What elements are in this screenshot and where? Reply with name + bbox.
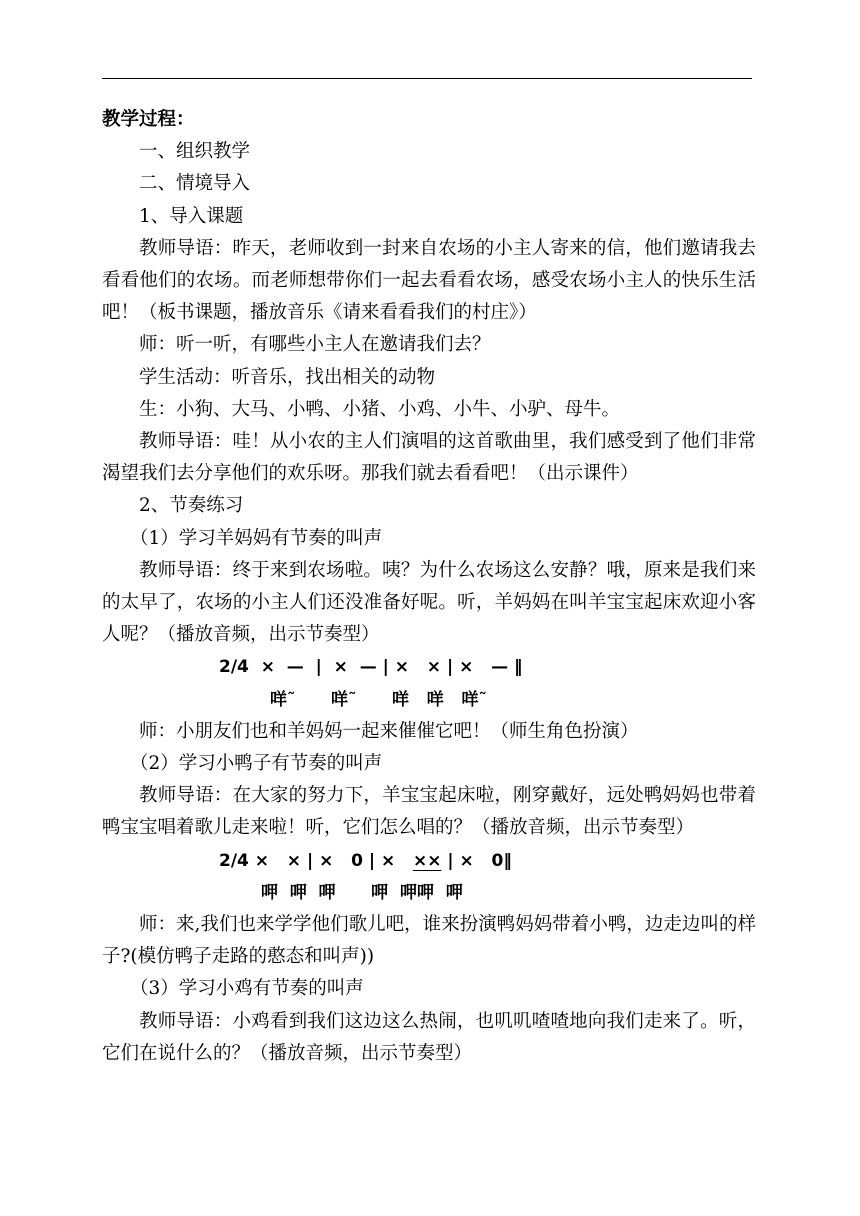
paragraph: 生：小狗、大马、小鸭、小猪、小鸡、小牛、小驴、母牛。 [139,398,621,420]
header-rule [102,78,752,79]
paragraph: 教师导语：昨天，老师收到一封来自农场的小主人寄来的信，他们邀请我去看看他们的农场。而老师想带你们一起去看看农场，感受农场小主人的快乐生活吧！（板书课题，播放音乐《请来看看我们的村庄》） [102,237,756,324]
rhythm-notation: 2/4 × — | × — | × × | × — ‖ [219,657,523,678]
paragraph: 学生活动：听音乐，找出相关的动物 [139,366,436,388]
rhythm-syllables: 呷 呷 呷 呷 呷呷 呷 [261,882,463,903]
outline-item: 一、组织教学 [139,141,251,163]
rhythm-part: 2/4 × × | × 0 | × [219,850,413,871]
subsection-title: （2）学习小鸭子有节奏的叫声 [130,753,383,775]
paragraph: 师：来,我们也来学学他们歌儿吧，谁来扮演鸭妈妈带着小鸭，边走边叫的样子?(模仿鸭子走路的憨态和叫声)) [102,914,756,968]
paragraph: 教师导语：哇！从小农的主人们演唱的这首歌曲里，我们感受到了他们非常渴望我们去分享他们的欢乐呀。那我们就去看看吧！（出示课件） [102,431,756,485]
paragraph: 师：听一听，有哪些小主人在邀请我们去？ [139,334,491,356]
subsection-title: （3）学习小鸡有节奏的叫声 [130,978,364,1000]
rhythm-beamed-notes: ×× [412,850,442,871]
paragraph: 教师导语：小鸡看到我们这边这么热闹，也叽叽喳喳地向我们走来了。听，它们在说什么的？（播放音频，出示节奏型） [102,1010,756,1064]
rhythm-notation [102,845,756,877]
rhythm-syllables: 咩˜ 咩˜ 咩 咩 咩˜ [270,689,488,710]
paragraph: 教师导语：在大家的努力下，羊宝宝起床啦，刚穿戴好，远处鸭妈妈也带着鸭宝宝唱着歌儿走来啦！听，它们怎么唱的？（播放音频，出示节奏型） [102,785,756,839]
section-heading: 教学过程： [102,109,195,130]
outline-item: 2、节奏练习 [139,495,244,517]
paragraph: 教师导语：终于来到农场啦。咦？为什么农场这么安静？哦，原来是我们来的太早了，农场的小主人们还没准备好呢。听，羊妈妈在叫羊宝宝起床欢迎小客人呢？（播放音频，出示节奏型） [102,559,756,646]
paragraph: 师：小朋友们也和羊妈妈一起来催催它吧！（师生角色扮演） [139,720,639,742]
subsection-title: （1）学习羊妈妈有节奏的叫声 [130,527,383,549]
rhythm-part: | × 0‖ [441,850,512,871]
lesson-content [102,104,756,1070]
outline-item: 二、情境导入 [139,173,251,195]
outline-item: 1、导入课题 [139,205,244,227]
